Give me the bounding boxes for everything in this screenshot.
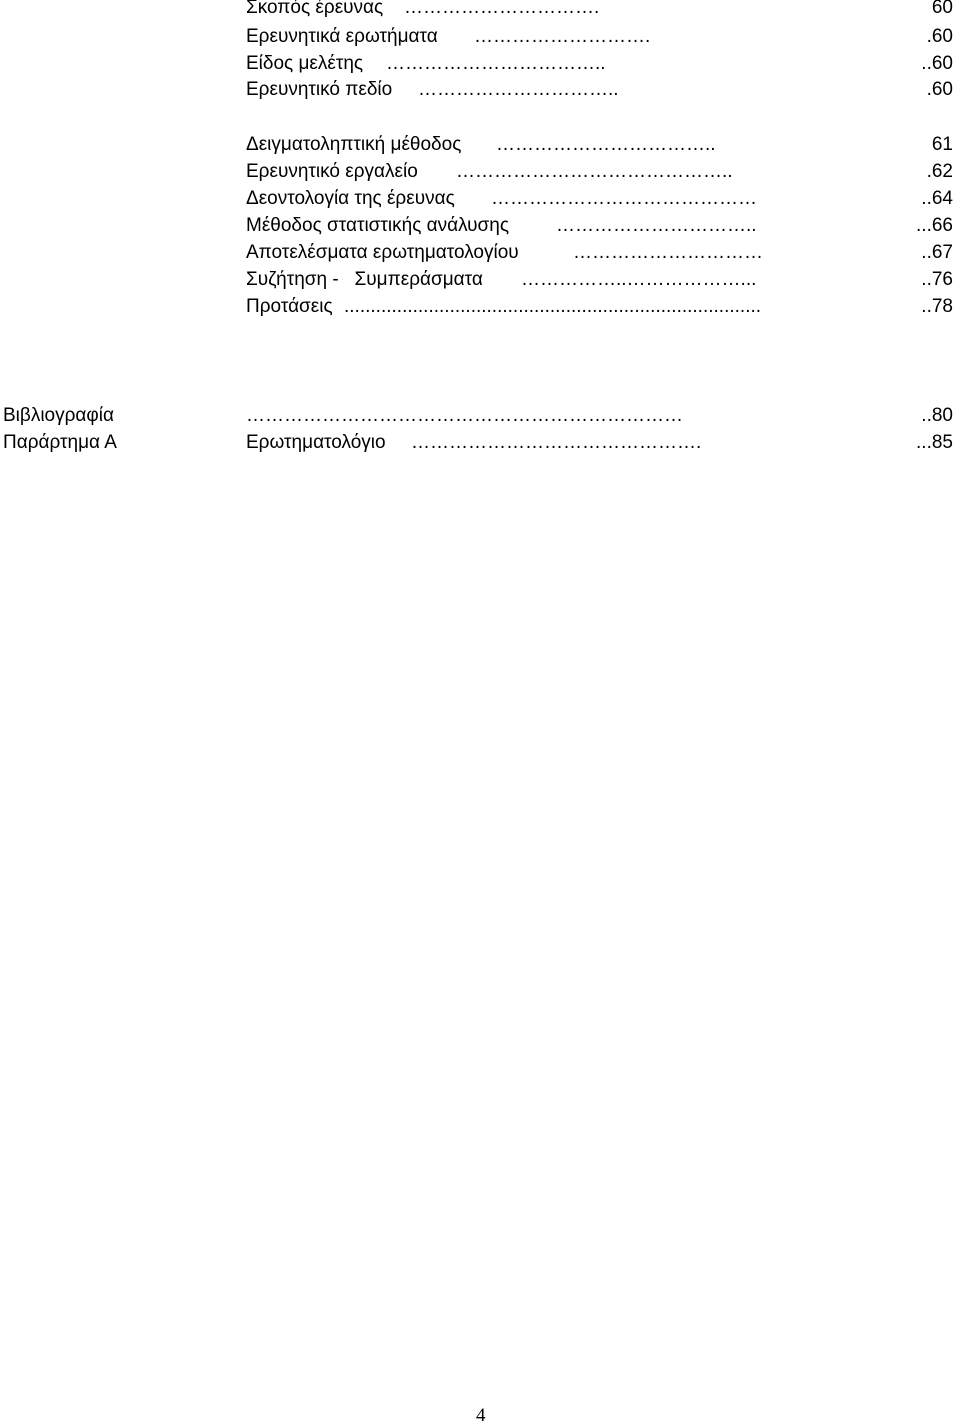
- toc-page-number: ..78: [920, 294, 953, 320]
- toc-entry-title: Αποτελέσματα ερωτηματολογίου: [246, 242, 519, 263]
- toc-entry[interactable]: [246, 77, 953, 103]
- toc-page-number: ..64: [920, 186, 953, 212]
- toc-entry-title: Προτάσεις: [246, 296, 333, 317]
- toc-entry-title: Σκοπός έρευνας: [246, 0, 384, 18]
- toc-page-number: 60: [931, 0, 953, 21]
- page-number-footer: 4: [476, 1405, 486, 1426]
- toc-entry[interactable]: [246, 132, 953, 158]
- toc-appendix-label: Παράρτημα Α: [3, 432, 117, 453]
- toc-entry[interactable]: [246, 159, 953, 185]
- toc-leader: ……………………………………: [491, 188, 757, 209]
- toc-entry-title: Δειγματοληπτική μέθοδος: [246, 134, 462, 155]
- toc-leader: ……………………………..: [386, 53, 606, 74]
- toc-entry-title: Μέθοδος στατιστικής ανάλυσης: [246, 215, 509, 236]
- toc-page-number: .62: [926, 159, 953, 185]
- toc-entry[interactable]: [246, 24, 953, 50]
- toc-leader: ……………………………………..: [456, 161, 733, 182]
- toc-entry-title: Ερωτηματολόγιο: [246, 432, 386, 453]
- toc-entry-title: Είδος μελέτης: [246, 53, 364, 74]
- toc-entry[interactable]: [246, 51, 953, 77]
- toc-leader: ...............................................................................: [344, 296, 762, 317]
- toc-entry-title: Ερευνητικά ερωτήματα: [246, 26, 438, 47]
- toc-entry[interactable]: [246, 0, 953, 21]
- toc-leader: …………………………..: [418, 79, 619, 100]
- toc-page-number: 61: [931, 132, 953, 158]
- toc-leader: …………………………..: [556, 215, 757, 236]
- toc-page-number: ...66: [915, 213, 953, 239]
- toc-page-number: .60: [926, 24, 953, 50]
- toc-page-number: ..67: [920, 240, 953, 266]
- toc-appendix-entry[interactable]: [3, 403, 953, 429]
- toc-appendix-entry[interactable]: [3, 430, 953, 456]
- toc-entry[interactable]: [246, 240, 953, 266]
- toc-page-number: ..80: [920, 403, 953, 429]
- toc-page-number: ...85: [915, 430, 953, 456]
- toc-leader: ……………………………………………………………: [246, 405, 683, 426]
- toc-page-number: ..60: [920, 51, 953, 77]
- toc-entry-title: Συζήτηση - Συμπεράσματα: [246, 269, 483, 290]
- toc-entry[interactable]: [246, 294, 953, 320]
- toc-entry-title: Δεοντολογία της έρευνας: [246, 188, 455, 209]
- toc-entry[interactable]: [246, 186, 953, 212]
- toc-entry[interactable]: [246, 267, 953, 293]
- toc-leader: …………………………: [573, 242, 763, 263]
- toc-leader: ………………………….: [404, 0, 600, 18]
- toc-entry-title: Ερευνητικό εργαλείο: [246, 161, 418, 182]
- toc-entry[interactable]: [246, 213, 953, 239]
- toc-page-number: .60: [926, 77, 953, 103]
- toc-leader: ……………………………..: [496, 134, 716, 155]
- toc-entry-title: Ερευνητικό πεδίο: [246, 79, 393, 100]
- toc-leader: ……………………………………….: [411, 432, 702, 453]
- toc-leader: ……………..………………...: [521, 269, 757, 290]
- toc-appendix-label: Βιβλιογραφία: [3, 405, 114, 426]
- toc-page-number: ..76: [920, 267, 953, 293]
- toc-leader: ……………………….: [474, 26, 651, 47]
